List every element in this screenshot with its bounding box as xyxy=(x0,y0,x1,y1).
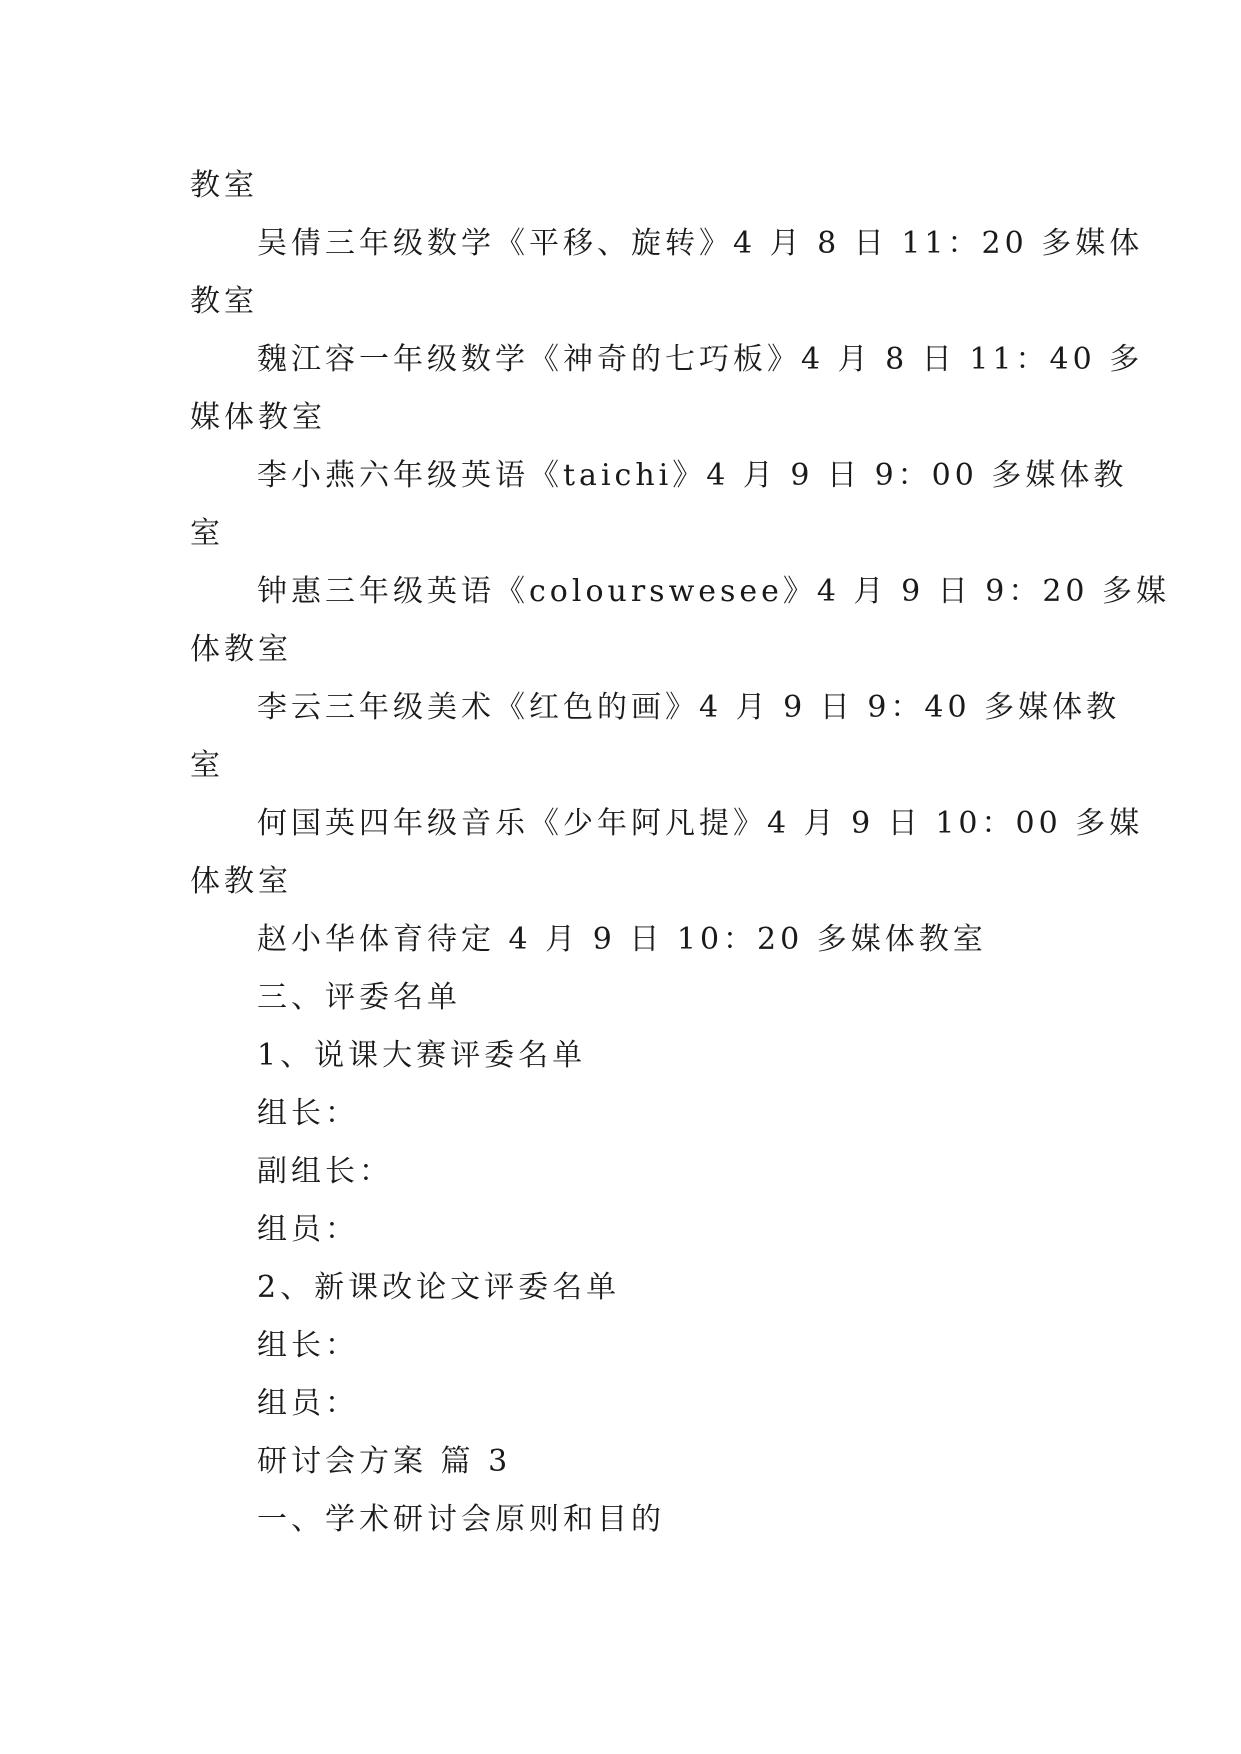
text-line: 魏江容一年级数学《神奇的七巧板》4 月 8 日 11：40 多 xyxy=(257,342,1144,377)
text-line: 媒体教室 xyxy=(190,400,326,435)
text-line: 赵小华体育待定 4 月 9 日 10：20 多媒体教室 xyxy=(257,922,987,957)
subsection-heading: 1、说课大赛评委名单 xyxy=(257,1038,587,1073)
text-line: 教室 xyxy=(190,168,258,203)
text-line: 组长： xyxy=(257,1096,359,1131)
text-line: 体教室 xyxy=(190,632,292,667)
text-line: 吴倩三年级数学《平移、旋转》4 月 8 日 11：20 多媒体 xyxy=(257,226,1144,261)
text-line: 体教室 xyxy=(190,864,292,899)
text-line: 组长： xyxy=(257,1328,359,1363)
text-line: 副组长： xyxy=(257,1154,393,1189)
text-line: 李小燕六年级英语《taichi》4 月 9 日 9：00 多媒体教 xyxy=(257,458,1128,493)
text-line: 何国英四年级音乐《少年阿凡提》4 月 9 日 10：00 多媒 xyxy=(257,806,1144,841)
section-heading: 一、学术研讨会原则和目的 xyxy=(257,1502,665,1537)
text-line: 教室 xyxy=(190,284,258,319)
text-line: 组员： xyxy=(257,1212,359,1247)
section-heading: 三、评委名单 xyxy=(257,980,461,1015)
text-line: 钟惠三年级英语《colourswesee》4 月 9 日 9：20 多媒 xyxy=(257,574,1171,609)
section-heading: 研讨会方案 篇 3 xyxy=(257,1444,512,1479)
text-line: 室 xyxy=(190,516,224,551)
text-line: 李云三年级美术《红色的画》4 月 9 日 9：40 多媒体教 xyxy=(257,690,1121,725)
text-line: 组员： xyxy=(257,1386,359,1421)
subsection-heading: 2、新课改论文评委名单 xyxy=(257,1270,621,1305)
text-line: 室 xyxy=(190,748,224,783)
